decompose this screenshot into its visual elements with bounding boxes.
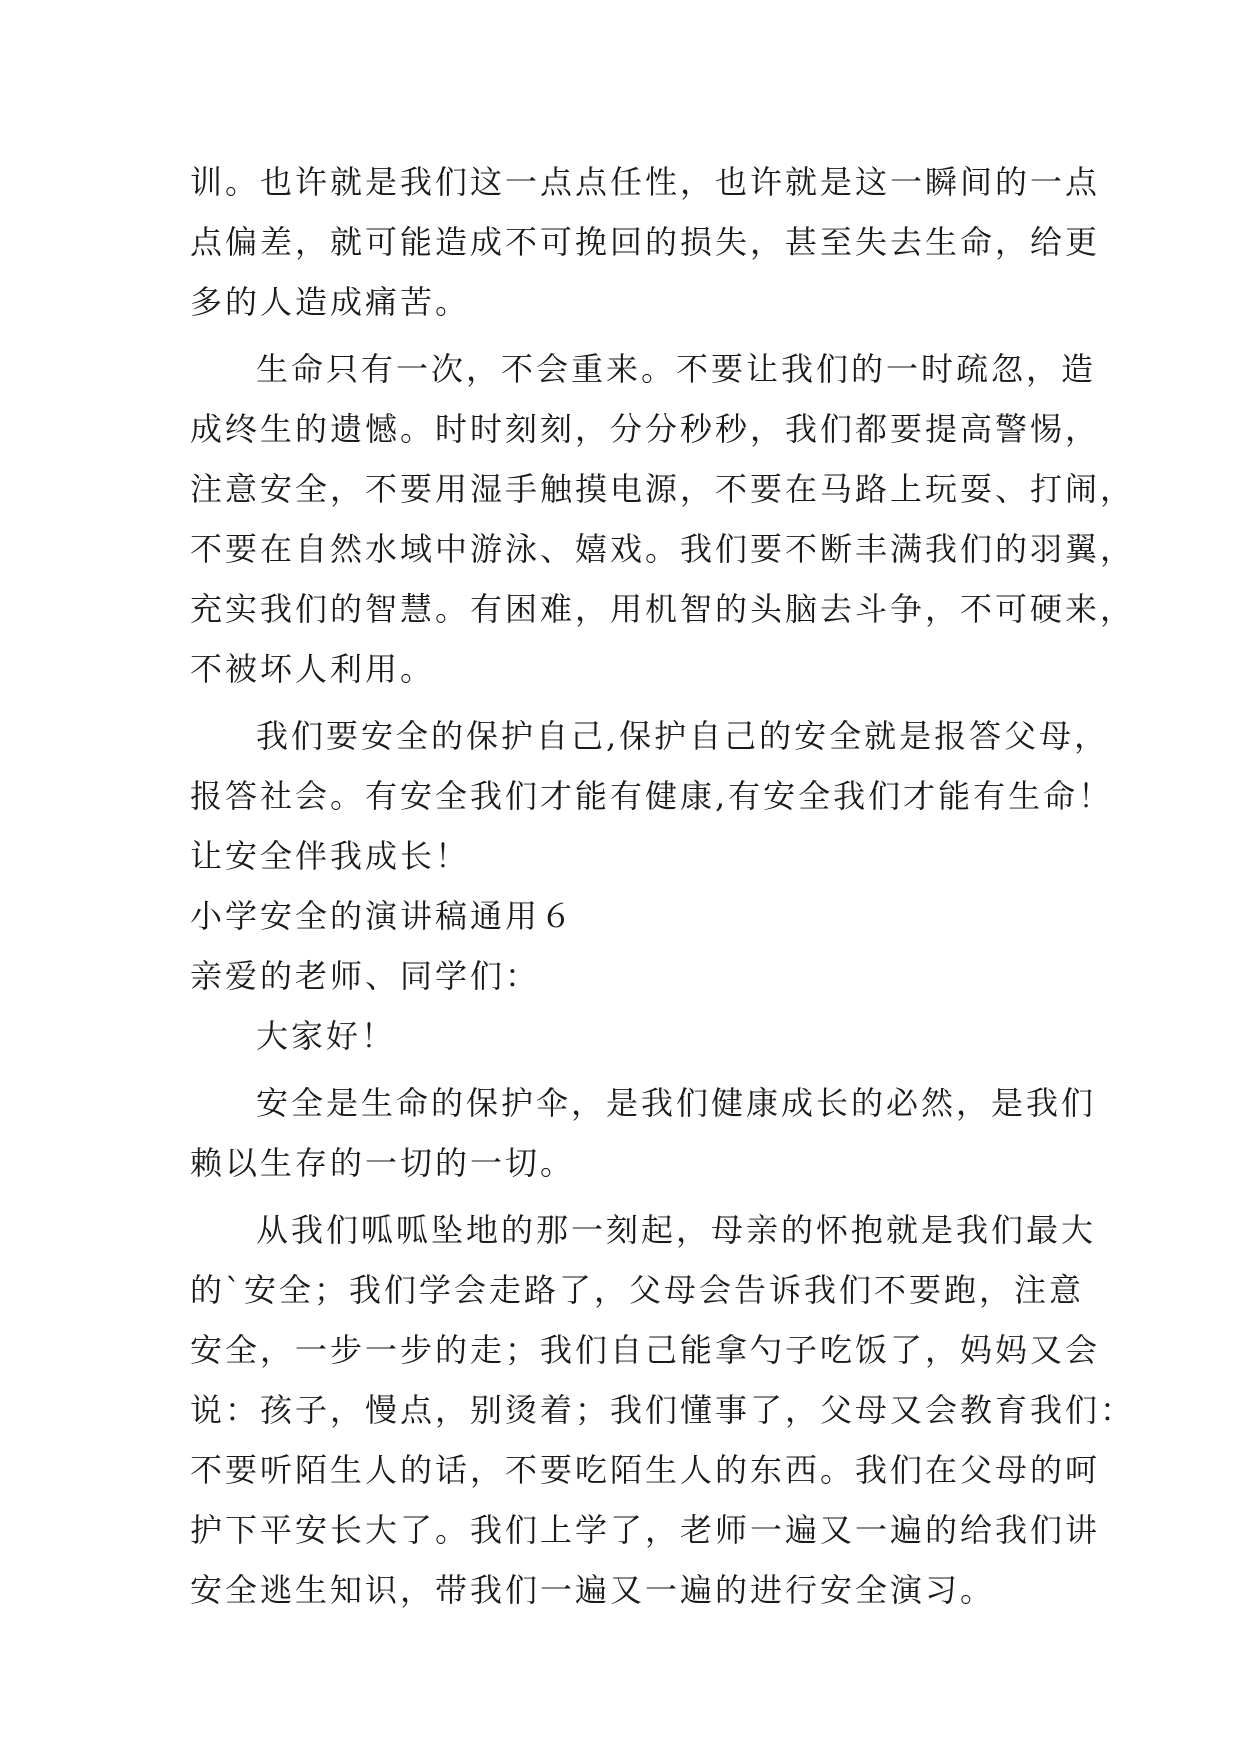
text-line: 让安全伴我成长！ xyxy=(190,837,471,875)
text-line: 点偏差，就可能造成不可挽回的损失，甚至失去生命，给更 xyxy=(190,223,1101,261)
text-line: 说：孩子，慢点，别烫着；我们懂事了，父母又会教育我们： xyxy=(190,1391,1136,1429)
document-body xyxy=(190,152,1136,1620)
text-line: 从我们呱呱坠地的那一刻起，母亲的怀抱就是我们最大 xyxy=(256,1211,1097,1249)
section-heading: 小学安全的演讲稿通用６ xyxy=(190,897,576,935)
text-line: 的`安全；我们学会走路了，父母会告诉我们不要跑，注意 xyxy=(190,1271,1085,1309)
text-line: 充实我们的智慧。有困难，用机智的头脑去斗争，不可硬来， xyxy=(190,590,1136,628)
text-line: 安全逃生知识，带我们一遍又一遍的进行安全演习。 xyxy=(190,1571,996,1609)
text-line: 不被坏人利用。 xyxy=(190,650,436,688)
text-line: 注意安全，不要用湿手触摸电源，不要在马路上玩耍、打闹， xyxy=(190,470,1136,508)
text-line: 多的人造成痛苦。 xyxy=(190,283,471,321)
text-line: 我们要安全的保护自己,保护自己的安全就是报答父母， xyxy=(256,717,1110,755)
text-line: 成终生的遗憾。时时刻刻，分分秒秒，我们都要提高警惕， xyxy=(190,410,1101,448)
text-line: 不要听陌生人的话，不要吃陌生人的东西。我们在父母的呵 xyxy=(190,1451,1101,1489)
text-line: 生命只有一次，不会重来。不要让我们的一时疏忽，造 xyxy=(256,350,1097,388)
salutation: 亲爱的老师、同学们： xyxy=(190,957,541,995)
text-line: 不要在自然水域中游泳、嬉戏。我们要不断丰满我们的羽翼， xyxy=(190,530,1136,568)
text-line: 护下平安长大了。我们上学了，老师一遍又一遍的给我们讲 xyxy=(190,1511,1101,1549)
text-line: 训。也许就是我们这一点点任性，也许就是这一瞬间的一点 xyxy=(190,163,1101,201)
text-line: 赖以生存的一切的一切。 xyxy=(190,1144,576,1182)
text-line: 安全是生命的保护伞，是我们健康成长的必然，是我们 xyxy=(256,1084,1097,1122)
greeting: 大家好！ xyxy=(256,1017,397,1055)
text-line: 报答社会。有安全我们才能有健康,有安全我们才能有生命！ xyxy=(190,777,1114,815)
text-line: 安全，一步一步的走；我们自己能拿勺子吃饭了，妈妈又会 xyxy=(190,1331,1101,1369)
